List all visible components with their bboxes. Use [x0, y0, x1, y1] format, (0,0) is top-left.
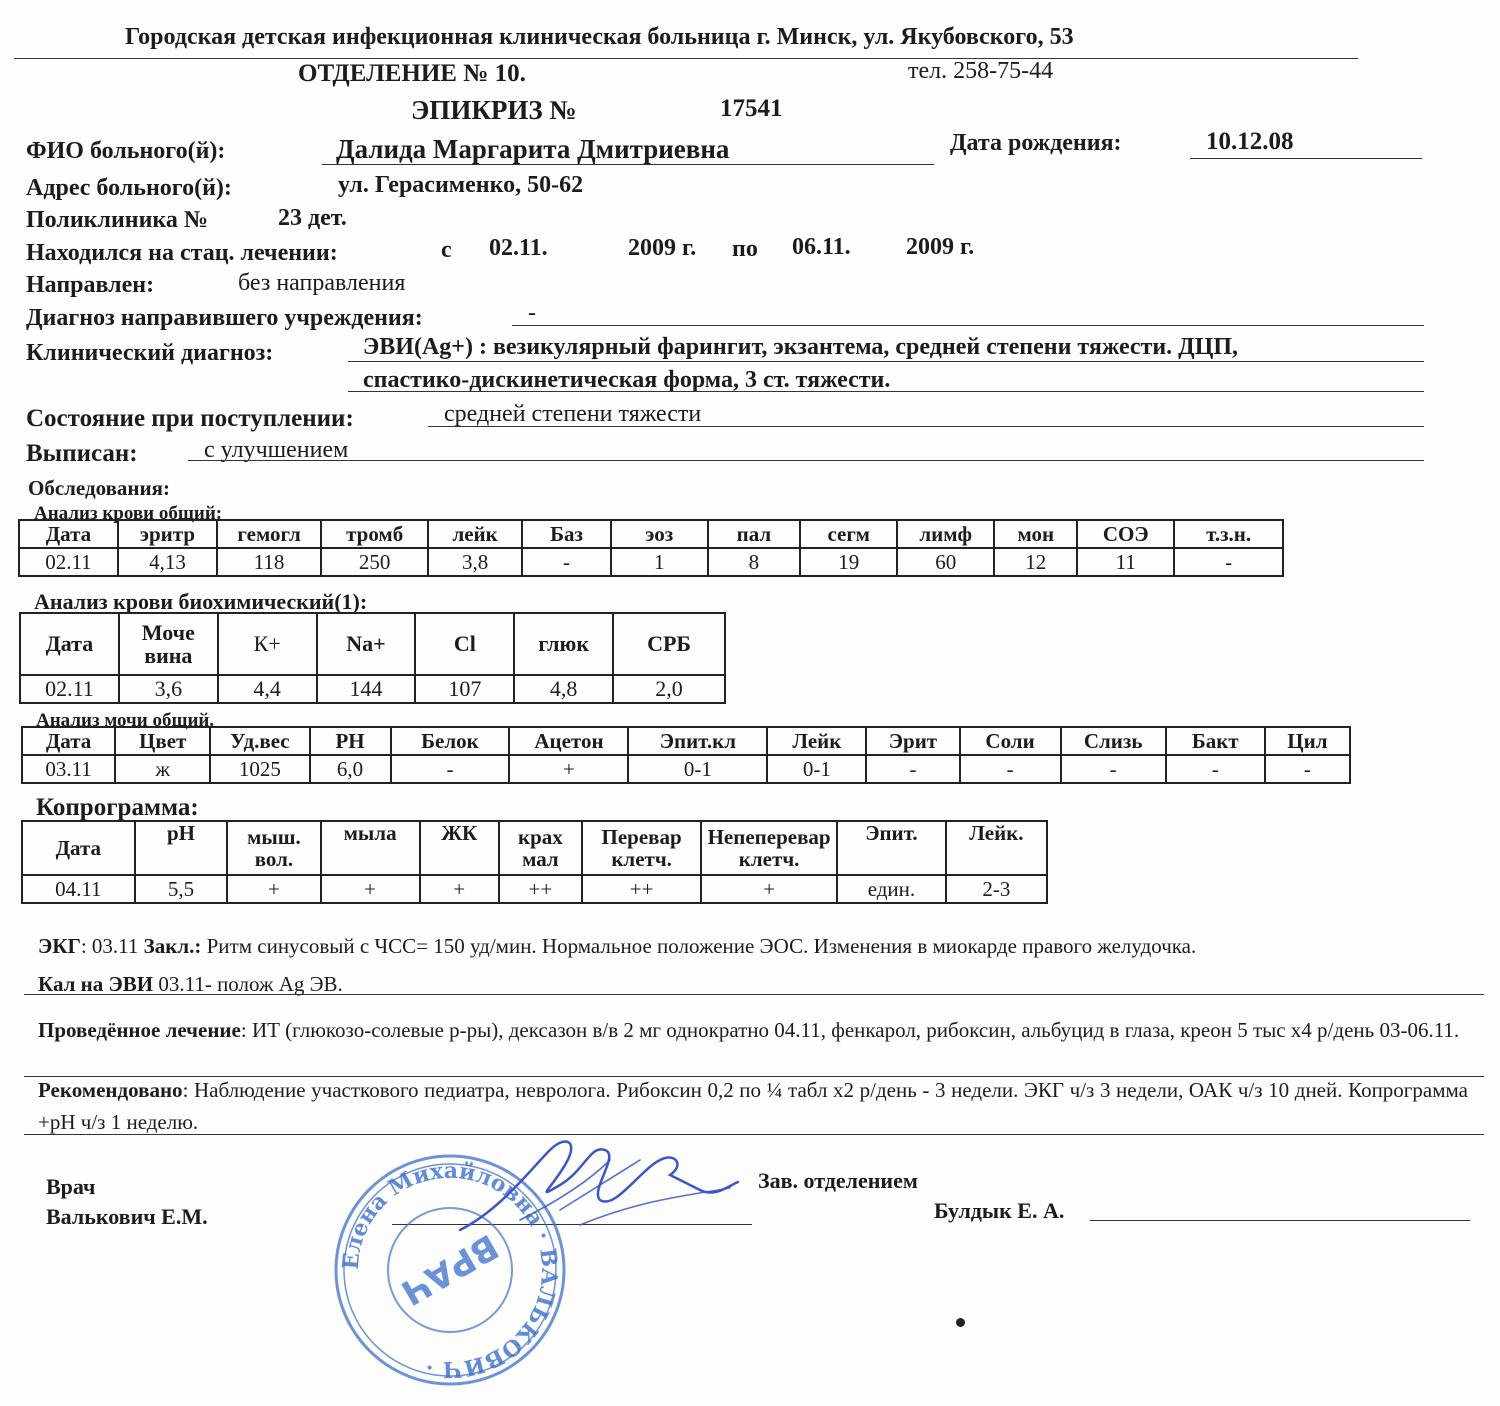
- ref-diag-value: -: [528, 300, 536, 326]
- copro-value-row: [22, 875, 1047, 903]
- urine-h-10: Слизь: [1061, 727, 1166, 755]
- blood-h-3: тромб: [321, 520, 428, 548]
- biochem-h-0: Дата: [20, 613, 119, 675]
- urine-h-2: Уд.вес: [210, 727, 309, 755]
- blood-v-8: 19: [800, 548, 897, 576]
- biochem-v-6: 2,0: [613, 675, 725, 703]
- biochem-value-row: [20, 675, 725, 703]
- copro-v-4: +: [420, 875, 499, 903]
- copro-h-8: Эпит.: [837, 821, 946, 875]
- blood-v-7: 8: [708, 548, 801, 576]
- ref-diag-label: Диагноз направившего учреждения:: [26, 305, 423, 331]
- biochem-v-4: 107: [415, 675, 514, 703]
- copro-table: [21, 820, 1048, 904]
- urine-title: Анализ мочи общий.: [36, 710, 215, 731]
- treatment-text: : ИТ (глюкозо-солевые р-ры), дексазон в/в 2 мг однократно 04.11, фенкарол, рибоксин, альбуцид в глаза, креон 5 тыс х4 р/день 03-06.11.: [240, 1018, 1460, 1042]
- admit-label: Состояние при поступлении:: [26, 405, 354, 432]
- blood-h-10: мон: [994, 520, 1077, 548]
- urine-h-3: PH: [310, 727, 391, 755]
- discharge-value: с улучшением: [204, 437, 349, 463]
- blood-v-0: 02.11: [19, 548, 118, 576]
- discharge-label: Выписан:: [26, 440, 138, 467]
- biochem-h-4: Cl: [415, 613, 514, 675]
- urine-v-6: 0-1: [628, 755, 767, 783]
- blood-h-12: т.з.н.: [1174, 520, 1283, 548]
- copro-h-1: pH: [135, 821, 228, 875]
- blood-header-row: [19, 520, 1283, 548]
- stay-from-label: с: [441, 237, 452, 263]
- urine-v-4: -: [391, 755, 510, 783]
- blood-v-5: -: [522, 548, 611, 576]
- admit-value: средней степени тяжести: [444, 401, 702, 427]
- blood-v-10: 12: [994, 548, 1077, 576]
- doctor-name: Валькович Е.М.: [46, 1204, 208, 1229]
- urine-table: [21, 726, 1351, 784]
- urine-v-2: 1025: [210, 755, 309, 783]
- name-underline: [322, 164, 934, 165]
- stay-label: Находился на стац. лечении:: [26, 240, 338, 266]
- urine-h-0: Дата: [22, 727, 115, 755]
- blood-v-6: 1: [611, 548, 708, 576]
- blood-h-6: эоз: [611, 520, 708, 548]
- clin-diag-line2: спастико-дискинетическая форма, 3 ст. тяжести.: [363, 367, 891, 393]
- blood-value-row: [19, 548, 1283, 576]
- blood-v-1: 4,13: [118, 548, 217, 576]
- blood-h-2: гемогл: [217, 520, 321, 548]
- urine-h-6: Эпит.кл: [628, 727, 767, 755]
- blood-h-1: эритр: [118, 520, 217, 548]
- biochem-h-2: К+: [218, 613, 317, 675]
- urine-h-9: Соли: [960, 727, 1061, 755]
- urine-h-8: Эрит: [866, 727, 959, 755]
- copro-v-9: 2-3: [946, 875, 1047, 903]
- dob-underline: [1190, 158, 1422, 159]
- blood-v-2: 118: [217, 548, 321, 576]
- head-label: Зав. отделением: [758, 1168, 918, 1193]
- treatment-paragraph: [38, 1014, 1468, 1046]
- biochem-h-3: Na+: [317, 613, 416, 675]
- copro-h-6: Перевар клетч.: [582, 821, 701, 875]
- copro-h-3: мыла: [321, 821, 420, 875]
- urine-v-7: 0-1: [767, 755, 866, 783]
- biochem-v-3: 144: [317, 675, 416, 703]
- ecg-date: : 03.11: [80, 934, 144, 958]
- biochem-title: Анализ крови биохимический(1):: [34, 589, 368, 614]
- blood-h-8: сегм: [800, 520, 897, 548]
- biochem-header-row: [20, 613, 725, 675]
- stay-from: 02.11.: [489, 235, 548, 261]
- doctor-signature: [440, 1130, 740, 1240]
- urine-h-7: Лейк: [767, 727, 866, 755]
- biochem-h-1: Моче вина: [119, 613, 218, 675]
- referred-value: без направления: [238, 270, 406, 296]
- stamp-inner-text: ВРАЧ: [394, 1225, 505, 1313]
- urine-v-12: -: [1265, 755, 1350, 783]
- copro-v-6: ++: [582, 875, 701, 903]
- copro-v-0: 04.11: [22, 875, 135, 903]
- copro-v-7: +: [701, 875, 837, 903]
- clin-diag-underline2: [348, 391, 1424, 392]
- clin-diag-underline1: [348, 361, 1424, 362]
- stamp-outer-text: Елена Михайловна · ВАЛЬКОВИЧ ·: [337, 1157, 563, 1383]
- patient-name: Далида Маргарита Дмитриевна: [336, 134, 730, 164]
- ecg-concl-label: Закл.:: [143, 934, 202, 958]
- copro-h-4: ЖК: [420, 821, 499, 875]
- dob-label: Дата рождения:: [950, 130, 1122, 156]
- urine-h-5: Ацетон: [509, 727, 628, 755]
- blood-v-11: 11: [1077, 548, 1174, 576]
- blood-h-0: Дата: [19, 520, 118, 548]
- blood-v-3: 250: [321, 548, 428, 576]
- biochem-h-5: глюк: [514, 613, 613, 675]
- biochem-v-5: 4,8: [514, 675, 613, 703]
- clinic-label: Поликлиника №: [26, 207, 209, 233]
- recommend-label: Рекомендовано: [38, 1078, 183, 1102]
- blood-h-7: пал: [708, 520, 801, 548]
- biochem-h-6: СРБ: [613, 613, 725, 675]
- head-name: Булдык Е. А.: [934, 1198, 1065, 1223]
- recommend-text: : Наблюдение участкового педиатра, невролога. Рибоксин 0,2 по ¼ табл х2 р/день - 3 недели. ЭКГ ч/з 3 недели, ОАК ч/з 10 дней. Копрограмма +рН ч/з 1 неделю.: [38, 1078, 1468, 1134]
- department: ОТДЕЛЕНИЕ № 10.: [298, 60, 526, 87]
- copro-v-2: +: [227, 875, 320, 903]
- admit-underline: [428, 426, 1424, 427]
- clinic-value: 23 дет.: [278, 205, 347, 231]
- biochem-table: [19, 612, 726, 704]
- blood-h-5: Баз: [522, 520, 611, 548]
- copro-h-2: мыш. вол.: [227, 821, 320, 875]
- stool-label: Кал на ЭВИ: [38, 972, 154, 996]
- blood-v-12: -: [1174, 548, 1283, 576]
- phone: тел. 258-75-44: [908, 58, 1054, 84]
- copro-header-row: [22, 821, 1047, 875]
- urine-v-11: -: [1166, 755, 1265, 783]
- biochem-v-2: 4,4: [218, 675, 317, 703]
- copro-h-5: крах мал: [499, 821, 582, 875]
- urine-v-10: -: [1061, 755, 1166, 783]
- blood-v-9: 60: [897, 548, 994, 576]
- urine-h-11: Бакт: [1166, 727, 1265, 755]
- urine-v-3: 6,0: [310, 755, 391, 783]
- urine-v-1: ж: [115, 755, 210, 783]
- blood-h-11: СОЭ: [1077, 520, 1174, 548]
- blood-v-4: 3,8: [428, 548, 522, 576]
- epicrisis-label: ЭПИКРИЗ №: [411, 95, 577, 125]
- urine-header-row: [22, 727, 1350, 755]
- address-value: ул. Герасименко, 50-62: [338, 172, 584, 198]
- dob-value: 10.12.08: [1206, 128, 1294, 155]
- urine-h-4: Белок: [391, 727, 510, 755]
- stool-line: [38, 968, 1458, 1000]
- address-label: Адрес больного(й):: [26, 175, 232, 201]
- copro-h-7: Непеперевар клетч.: [701, 821, 837, 875]
- stay-from-year: 2009 г.: [628, 235, 697, 261]
- stay-to-year: 2009 г.: [906, 234, 975, 260]
- head-sign-line: [1090, 1220, 1470, 1221]
- doctor-label: Врач: [46, 1174, 96, 1199]
- biochem-v-1: 3,6: [119, 675, 218, 703]
- discharge-underline: [188, 460, 1424, 461]
- urine-h-1: Цвет: [115, 727, 210, 755]
- ecg-text: Ритм синусовый с ЧСС= 150 уд/мин. Нормальное положение ЭОС. Изменения в миокарде правого желудочка.: [201, 934, 1197, 958]
- copro-h-0: Дата: [22, 821, 135, 875]
- blood-h-9: лимф: [897, 520, 994, 548]
- blood-h-4: лейк: [428, 520, 522, 548]
- ecg-label: ЭКГ: [38, 934, 81, 958]
- recommend-paragraph: [38, 1074, 1468, 1138]
- header-rule: [14, 58, 1358, 59]
- stay-to-label: по: [732, 236, 758, 262]
- ink-dot: [956, 1318, 965, 1327]
- stay-to: 06.11.: [792, 234, 851, 260]
- hospital-name: Городская детская инфекционная клиническая больница г. Минск, ул. Якубовского, 53: [125, 24, 1074, 50]
- urine-h-12: Цил: [1265, 727, 1350, 755]
- treatment-label: Проведённое лечение: [38, 1018, 241, 1042]
- urine-value-row: [22, 755, 1350, 783]
- name-label: ФИО больного(й):: [26, 138, 226, 164]
- copro-v-8: един.: [837, 875, 946, 903]
- urine-v-8: -: [866, 755, 959, 783]
- clin-diag-line1: ЭВИ(Ag+) : везикулярный фарингит, экзантема, средней степени тяжести. ДЦП,: [363, 334, 1239, 360]
- ecg-line: [38, 930, 1458, 962]
- copro-h-9: Лейк.: [946, 821, 1047, 875]
- biochem-v-0: 02.11: [20, 675, 119, 703]
- copro-v-3: +: [321, 875, 420, 903]
- copro-v-5: ++: [499, 875, 582, 903]
- urine-v-5: +: [509, 755, 628, 783]
- recommend-rule: [24, 1134, 1484, 1135]
- copro-title: Копрограмма:: [36, 794, 199, 821]
- ref-diag-underline: [512, 325, 1424, 326]
- blood-table: [18, 519, 1284, 577]
- urine-v-9: -: [960, 755, 1061, 783]
- epicrisis-number: 17541: [720, 95, 783, 122]
- urine-v-0: 03.11: [22, 755, 115, 783]
- stool-text: 03.11- полож Ag ЭВ.: [153, 972, 343, 996]
- ecg-rule: [24, 994, 1484, 995]
- referred-label: Направлен:: [26, 272, 155, 298]
- clin-diag-label: Клинический диагноз:: [26, 340, 274, 366]
- blood-title: Анализ крови общий:: [34, 503, 223, 524]
- copro-v-1: 5,5: [135, 875, 228, 903]
- exams-label: Обследования:: [28, 476, 170, 500]
